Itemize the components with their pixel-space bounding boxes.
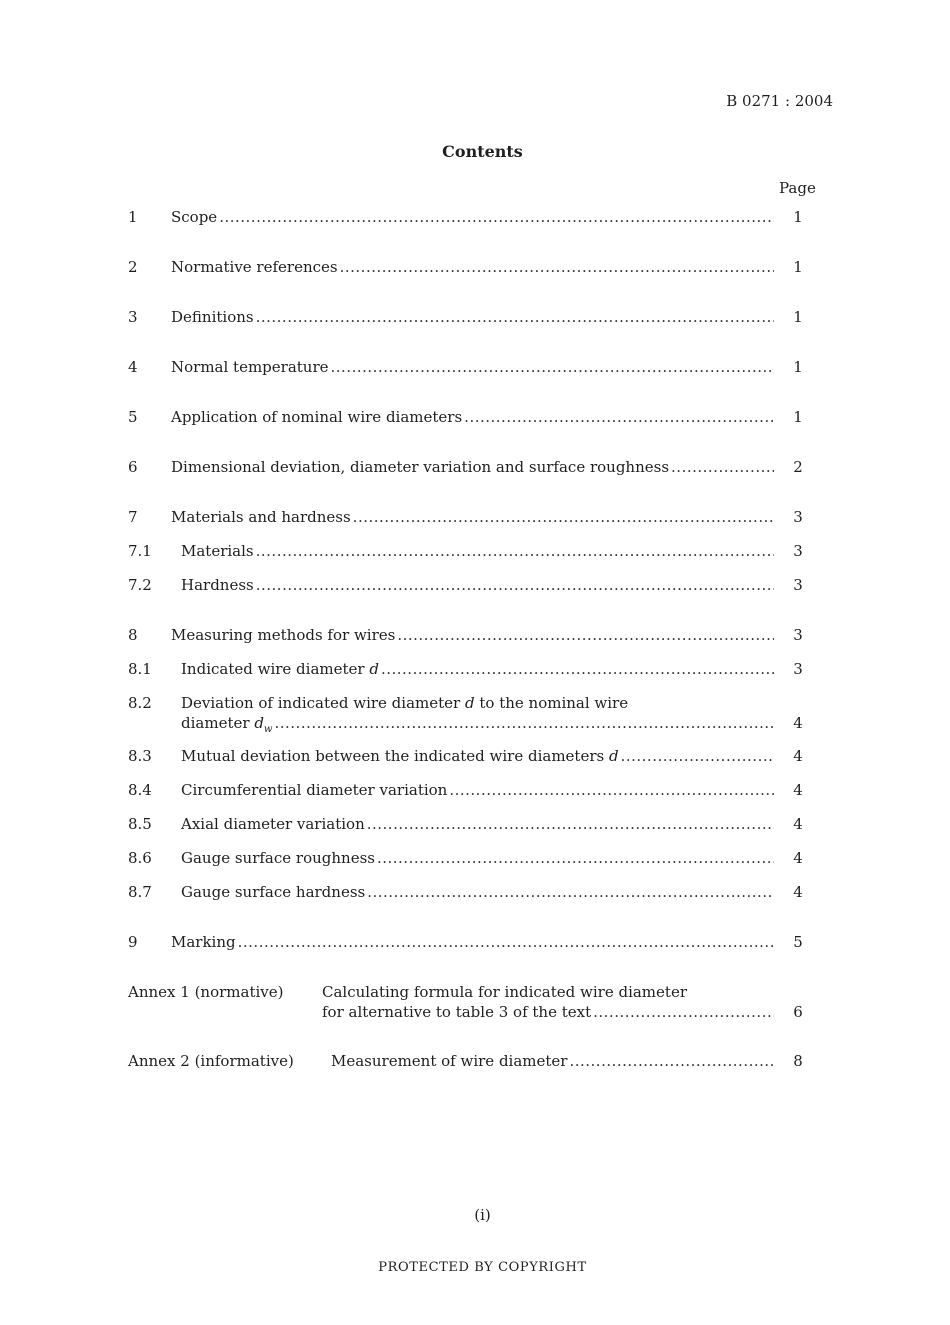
entry-page: 1 — [793, 308, 803, 326]
entry-title-line1b: to the nominal wire — [479, 694, 629, 712]
leader-dots — [569, 1051, 774, 1071]
entry-number: 7.2 — [128, 576, 152, 594]
entry-number: 3 — [128, 308, 138, 326]
entry-page: 2 — [793, 458, 803, 476]
entry-title: Axial diameter variation — [181, 815, 365, 833]
symbol-d: d — [608, 747, 619, 765]
leader-dots — [381, 659, 774, 679]
leader-dots — [256, 307, 774, 327]
entry-title: Marking — [171, 933, 236, 951]
entry-title: Definitions — [171, 308, 254, 326]
entry-number: 6 — [128, 458, 138, 476]
leader-dots — [464, 407, 774, 427]
annex-label: Annex 2 (informative) — [128, 1052, 294, 1070]
toc-entry-8-2[interactable] — [128, 693, 820, 733]
symbol-d: d — [369, 660, 379, 678]
footer-page-number: (i) — [474, 1206, 491, 1224]
leader-dots — [621, 746, 774, 766]
entry-title: Materials and hardness — [171, 508, 351, 526]
entry-title: Gauge surface hardness — [181, 883, 366, 901]
copyright-notice: PROTECTED BY COPYRIGHT — [378, 1260, 587, 1275]
entry-title: Scope — [171, 208, 218, 226]
annex-title-line1: Calculating formula for indicated wire diameter — [322, 983, 687, 1001]
leader-dots — [671, 457, 774, 477]
entry-title: Circumferential diameter variation — [181, 781, 448, 799]
entry-number: 8.2 — [128, 694, 152, 712]
entry-number: 8.1 — [128, 660, 152, 678]
entry-page: 4 — [793, 781, 803, 799]
leader-dots — [256, 541, 774, 561]
entry-title: Hardness — [181, 576, 254, 594]
leader-dots — [331, 357, 774, 377]
entry-number: 8.3 — [128, 747, 152, 765]
entry-title: Normative references — [171, 258, 338, 276]
symbol-w-subscript: w — [263, 724, 273, 735]
entry-page: 4 — [793, 883, 803, 901]
entry-title: Measuring methods for wires — [171, 626, 396, 644]
entry-number: 9 — [128, 933, 138, 951]
leader-dots — [274, 713, 774, 733]
entry-page: 3 — [793, 626, 803, 644]
entry-number: 7 — [128, 508, 138, 526]
leader-dots — [593, 1002, 774, 1022]
leader-dots — [397, 625, 774, 645]
entry-page: 3 — [793, 576, 803, 594]
annex-title-line2: for alternative to table 3 of the text — [322, 1003, 592, 1021]
leader-dots — [219, 207, 774, 227]
entry-page: 3 — [793, 660, 803, 678]
leader-dots — [238, 932, 774, 952]
entry-number: 8.5 — [128, 815, 152, 833]
entry-title: Gauge surface roughness — [181, 849, 375, 867]
entry-number: 8 — [128, 626, 138, 644]
entry-page: 4 — [793, 714, 803, 732]
entry-number: 4 — [128, 358, 138, 376]
document-id: B 0271 : 2004 — [726, 92, 833, 110]
leader-dots — [340, 257, 774, 277]
page-column-label: Page — [779, 179, 816, 197]
leader-dots — [367, 814, 774, 834]
entry-page: 4 — [793, 747, 803, 765]
entry-title-line2: diameter — [181, 714, 250, 732]
contents-heading: Contents — [442, 142, 523, 161]
entry-page: 5 — [793, 933, 803, 951]
entry-title: Dimensional deviation, diameter variation and surface roughness — [171, 458, 670, 476]
entry-title: Application of nominal wire diameters — [171, 408, 463, 426]
annex-page: 6 — [793, 1003, 803, 1021]
entry-title: Normal temperature — [171, 358, 329, 376]
entry-page: 1 — [793, 258, 803, 276]
entry-title: Materials — [181, 542, 254, 560]
entry-page: 1 — [793, 208, 803, 226]
entry-number: 5 — [128, 408, 138, 426]
entry-title: Indicated wire diameter — [181, 660, 365, 678]
annex-label: Annex 1 (normative) — [128, 983, 284, 1001]
leader-dots — [353, 507, 774, 527]
entry-number: 7.1 — [128, 542, 152, 560]
entry-number: 2 — [128, 258, 138, 276]
symbol-d: d — [254, 714, 264, 732]
toc-annex-1[interactable] — [128, 982, 820, 1022]
entry-number: 8.7 — [128, 883, 152, 901]
leader-dots — [256, 575, 774, 595]
entry-page: 1 — [793, 358, 803, 376]
leader-dots — [377, 848, 774, 868]
entry-number: 8.4 — [128, 781, 152, 799]
entry-page: 4 — [793, 849, 803, 867]
entry-page: 3 — [793, 542, 803, 560]
entry-page: 1 — [793, 408, 803, 426]
leader-dots — [367, 882, 774, 902]
entry-title-line1a: Deviation of indicated wire diameter — [181, 694, 461, 712]
symbol-d: d — [464, 694, 475, 712]
annex-page: 8 — [793, 1052, 803, 1070]
annex-title: Measurement of wire diameter — [331, 1052, 568, 1070]
leader-dots — [449, 780, 774, 800]
entry-title: Mutual deviation between the indicated wire diameters — [181, 747, 605, 765]
entry-page: 3 — [793, 508, 803, 526]
entry-number: 8.6 — [128, 849, 152, 867]
entry-number: 1 — [128, 208, 138, 226]
entry-page: 4 — [793, 815, 803, 833]
